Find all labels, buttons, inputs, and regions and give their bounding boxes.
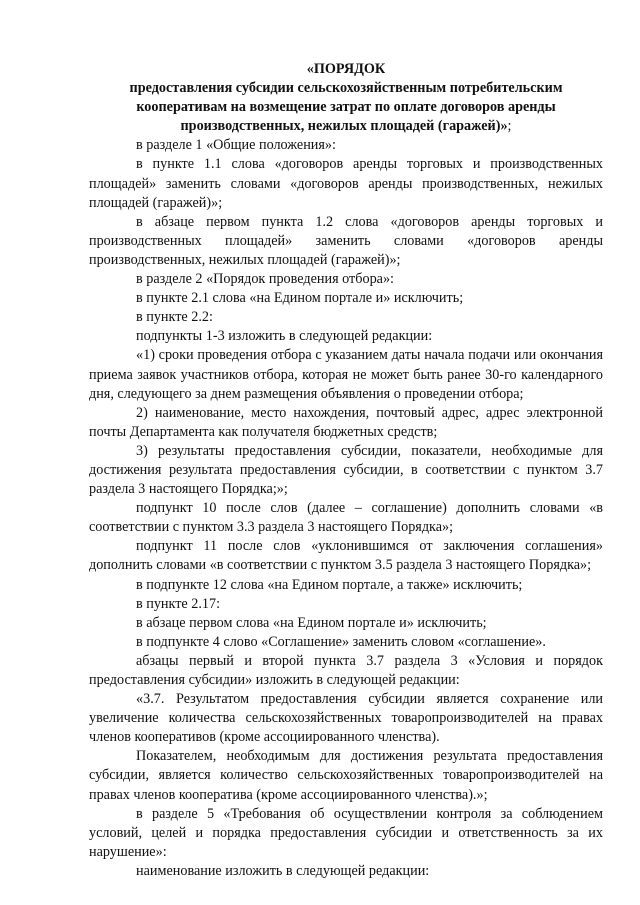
document-page: [89, 60, 603, 881]
paragraph-21: наименование изложить в следующей редакции:: [136, 862, 430, 879]
paragraph-11: подпункт 10 после слов (далее – соглашение) дополнить словами «в соответствии с пунктом 3.3 раздела 3 настоящего Порядка»;: [89, 500, 603, 536]
paragraph-18: «3.7. Результатом предоставления субсидии является сохранение или увеличение количества сельскохозяйственных товаропроизводителей на правах членов кооперативов (кроме ассоциированного членства).: [89, 691, 603, 746]
paragraph-9: 2) наименование, место нахождения, почтовый адрес, адрес электронной почты Департамента как получателя бюджетных средств;: [89, 404, 603, 440]
paragraph-2: в пункте 1.1 слова «договоров аренды торговых и производственных площадей» заменить словами «договоров аренды производственных, нежилых площадей (гаражей)»;: [89, 156, 603, 211]
paragraph-17: абзацы первый и второй пункта 3.7 раздела 3 «Условия и порядок предоставления субсидии» изложить в следующей редакции:: [89, 652, 603, 688]
paragraph-20: в разделе 5 «Требования об осуществлении контроля за соблюдением условий, целей и порядка предоставления субсидии и ответственность за их нарушение»:: [89, 805, 603, 860]
paragraph-1: в разделе 1 «Общие положения»:: [136, 137, 336, 154]
paragraph-15: в абзаце первом слова «на Едином портале и» исключить;: [136, 614, 487, 631]
paragraph-7: подпункты 1-3 изложить в следующей редакции:: [136, 328, 433, 345]
paragraph-16: в подпункте 4 слово «Соглашение» заменить словом «соглашение».: [136, 633, 546, 650]
title-line-2: предоставления субсидии сельскохозяйственным потребительским: [129, 80, 563, 97]
paragraph-6: в пункте 2.2:: [136, 309, 213, 326]
paragraph-14: в пункте 2.17:: [136, 595, 221, 612]
paragraph-13: в подпункте 12 слова «на Едином портале, а также» исключить;: [136, 576, 523, 593]
paragraph-19: Показателем, необходимым для достижения результата предоставления субсидии, является количество сельскохозяйственных товаропроизводителей на правах членов кооператива (кроме ассоциированного членства).»;: [89, 748, 603, 803]
paragraph-10: 3) результаты предоставления субсидии, показатели, необходимые для достижения результата предоставления субсидии, в соответствии с пунктом 3.7 раздела 3 настоящего Порядка;»;: [89, 442, 603, 498]
title-line-1: «ПОРЯДОК: [306, 61, 386, 77]
title-line-4: [89, 117, 603, 136]
paragraph-4: в разделе 2 «Порядок проведения отбора»:: [136, 271, 394, 288]
title-line-4-bold: производственных, нежилых площадей (гаражей)»: [180, 118, 508, 135]
paragraph-3: в абзаце первом пункта 1.2 слова «договоров аренды торговых и производственных площадей» заменить словами «договоров аренды производственных, нежилых площадей (гаражей)»;: [89, 213, 603, 268]
paragraph-8: «1) сроки проведения отбора с указанием даты начала подачи или окончания приема заявок участников отбора, которая не может быть ранее 30-го календарного дня, следующего за днем размещения объявления о проведении отбора;: [89, 347, 603, 402]
title-line-4-tail: ;: [507, 118, 512, 135]
paragraph-5: в пункте 2.1 слова «на Едином портале и» исключить;: [136, 290, 464, 307]
title-line-3: кооперативам на возмещение затрат по оплате договоров аренды: [136, 99, 556, 116]
paragraph-12: подпункт 11 после слов «уклонившимся от заключения соглашения» дополнить словами «в соответствии с пунктом 3.5 раздела 3 настоящего Порядка»;: [89, 538, 603, 574]
